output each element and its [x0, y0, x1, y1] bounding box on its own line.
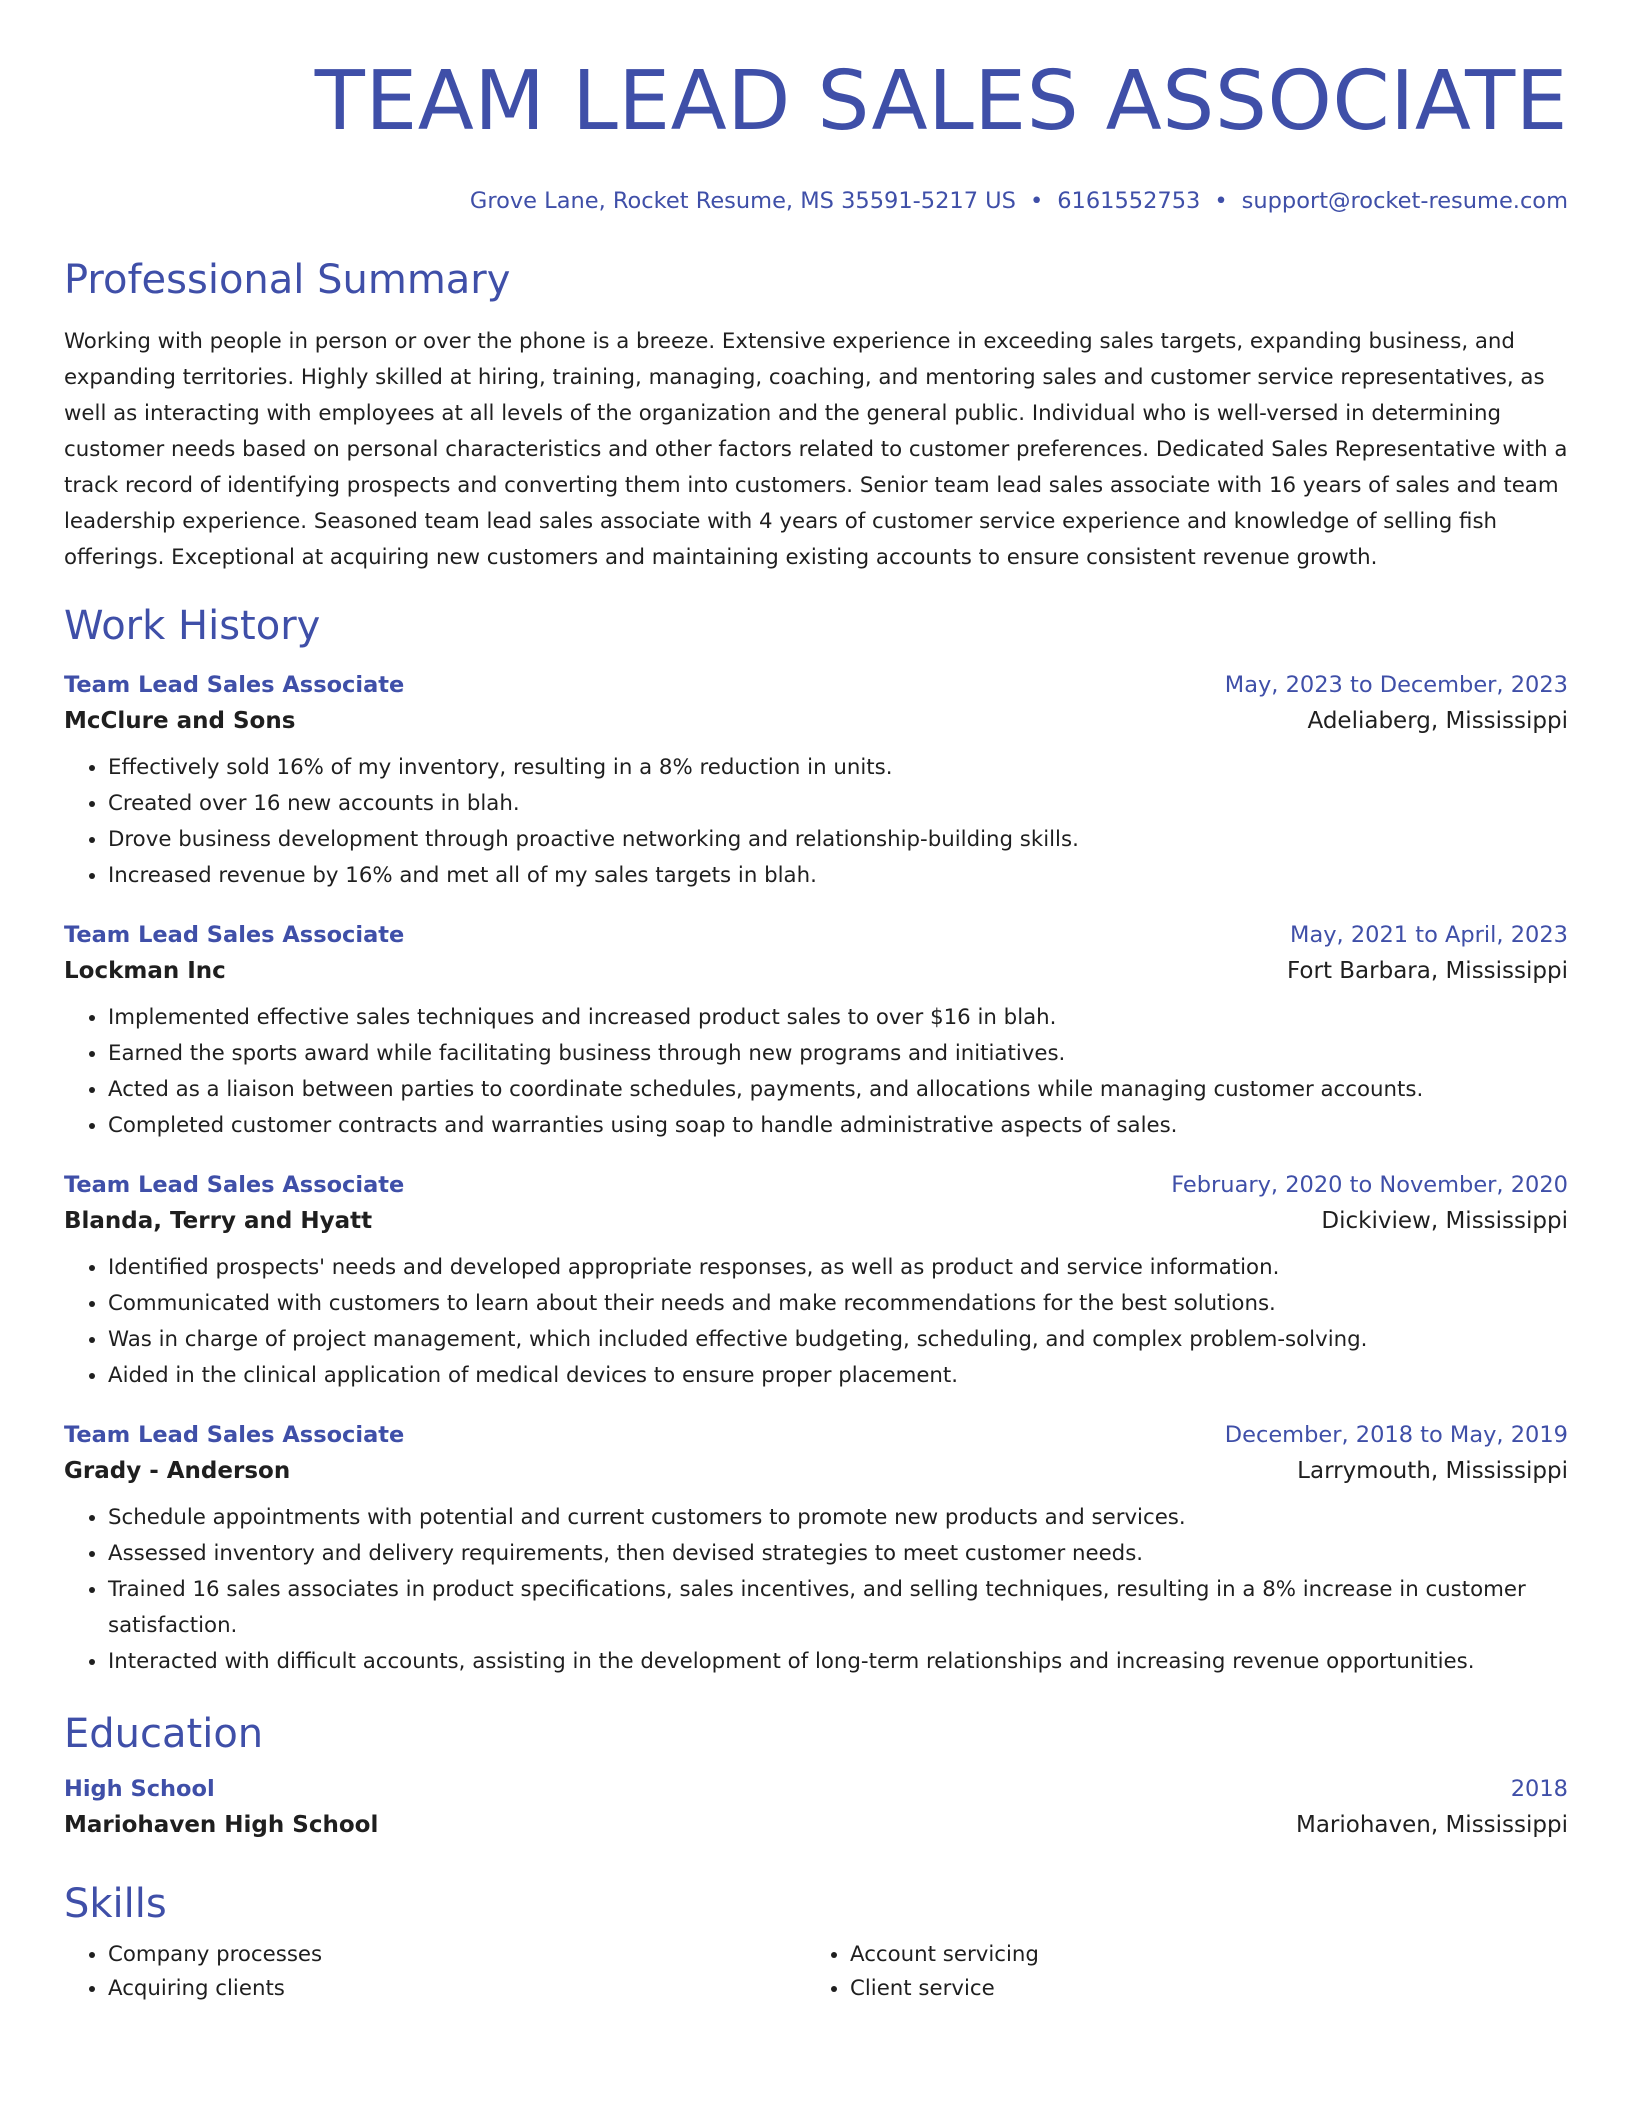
job-title: Team Lead Sales Associate — [64, 1422, 405, 1448]
job-bullet: • Increased revenue by 16% and met all of my sales targets in blah. — [108, 858, 1568, 894]
skill-item: • Client service — [850, 1972, 1548, 2006]
job-entry — [64, 1418, 1568, 1680]
job-bullet: • Acted as a liaison between parties to coordinate schedules, payments, and allocations while managing customer accounts. — [108, 1072, 1568, 1108]
skill-item: • Company processes — [108, 1938, 806, 1972]
job-bullet: • Earned the sports award while facilitating business through new programs and initiatives. — [108, 1036, 1568, 1072]
skill-item: • Acquiring clients — [108, 1972, 806, 2006]
job-bullet: • Identified prospects' needs and developed appropriate responses, as well as product and service information. — [108, 1250, 1568, 1286]
job-location: Dickiview, Mississippi — [1321, 1208, 1568, 1234]
contact-separator: • — [1214, 188, 1228, 214]
job-company: McClure and Sons — [64, 708, 296, 734]
job-location: Larrymouth, Mississippi — [1297, 1458, 1568, 1484]
job-dates: February, 2020 to November, 2020 — [1171, 1172, 1568, 1198]
job-dates: December, 2018 to May, 2019 — [1224, 1422, 1568, 1448]
job-title: Team Lead Sales Associate — [64, 1172, 405, 1198]
skills-column-right — [806, 1938, 1548, 2006]
job-bullets — [64, 1250, 1568, 1394]
education-location: Mariohaven, Mississippi — [1295, 1812, 1568, 1838]
job-company: Lockman Inc — [64, 958, 226, 984]
job-dates: May, 2023 to December, 2023 — [1224, 672, 1568, 698]
job-bullet: • Trained 16 sales associates in product specifications, sales incentives, and selling techniques, resulting in a 8% increase in customer satisfaction. — [108, 1572, 1568, 1644]
skills-list — [64, 1938, 1568, 2006]
job-location: Fort Barbara, Mississippi — [1287, 958, 1568, 984]
skills-heading: Skills — [64, 1881, 167, 1927]
contact-address: Grove Lane, Rocket Resume, MS 35591-5217 US — [469, 188, 1016, 214]
job-title: Team Lead Sales Associate — [64, 672, 405, 698]
education-heading: Education — [64, 1711, 264, 1757]
job-bullet: • Interacted with difficult accounts, assisting in the development of long-term relationships and increasing revenue opportunities. — [108, 1644, 1568, 1680]
job-bullet: • Effectively sold 16% of my inventory, resulting in a 8% reduction in units. — [108, 750, 1568, 786]
contact-separator: • — [1029, 188, 1044, 214]
job-title: Team Lead Sales Associate — [64, 922, 405, 948]
job-bullet: • Implemented effective sales techniques and increased product sales to over $16 in blah. — [108, 1000, 1568, 1036]
job-bullets — [64, 1500, 1568, 1680]
job-bullet: • Created over 16 new accounts in blah. — [108, 786, 1568, 822]
job-bullet: • Schedule appointments with potential and current customers to promote new products and services. — [108, 1500, 1568, 1536]
job-bullet: • Communicated with customers to learn about their needs and make recommendations for the best solutions. — [108, 1286, 1568, 1322]
job-entry — [64, 1168, 1568, 1394]
contact-phone: 6161552753 — [1057, 188, 1201, 214]
resume-header — [64, 0, 1568, 216]
education-year: 2018 — [1510, 1776, 1568, 1802]
job-bullets — [64, 750, 1568, 894]
job-company: Grady - Anderson — [64, 1458, 291, 1484]
job-bullets — [64, 1000, 1568, 1144]
education-school: Mariohaven High School — [64, 1812, 379, 1838]
job-entry — [64, 918, 1568, 1144]
summary-heading: Professional Summary — [64, 257, 511, 303]
job-bullet: • Drove business development through proactive networking and relationship-building skills. — [108, 822, 1568, 858]
job-bullet: • Assessed inventory and delivery requirements, then devised strategies to meet customer needs. — [108, 1536, 1568, 1572]
contact-email: support@rocket-resume.com — [1241, 188, 1568, 214]
job-company: Blanda, Terry and Hyatt — [64, 1208, 373, 1234]
job-bullet: • Aided in the clinical application of medical devices to ensure proper placement. — [108, 1358, 1568, 1394]
job-entry — [64, 668, 1568, 894]
skills-column-left — [64, 1938, 806, 2006]
candidate-name: TEAM LEAD SALES ASSOCIATE — [314, 54, 1568, 149]
education-entry — [64, 1772, 1568, 1844]
contact-line — [64, 186, 1568, 216]
education-degree: High School — [64, 1776, 215, 1802]
job-location: Adeliaberg, Mississippi — [1307, 708, 1568, 734]
job-bullet: • Completed customer contracts and warranties using soap to handle administrative aspects of sales. — [108, 1108, 1568, 1144]
summary-text: Working with people in person or over the phone is a breeze. Extensive experience in exceeding sales targets, expanding business, and expanding territories. Highly skilled at hiring, training, managing, coaching, and mentoring sales and customer service representatives, as well as interacting with employees at all levels of the organization and the general public. Individual who is well-versed in determining customer needs based on personal characteristics and other factors related to customer preferences. Dedicated Sales Representative with a track record of identifying prospects and converting them into customers. Senior team lead sales associate with 16 years of sales and team leadership experience. Seasoned team lead sales associate with 4 years of customer service experience and knowledge of selling fish offerings. Exceptional at acquiring new customers and maintaining existing accounts to ensure consistent revenue growth. — [64, 329, 1568, 570]
job-bullet: • Was in charge of project management, which included effective budgeting, scheduling, and complex problem-solving. — [108, 1322, 1568, 1358]
skill-item: • Account servicing — [850, 1938, 1548, 1972]
work-history-heading: Work History — [64, 603, 321, 649]
job-dates: May, 2021 to April, 2023 — [1290, 922, 1568, 948]
